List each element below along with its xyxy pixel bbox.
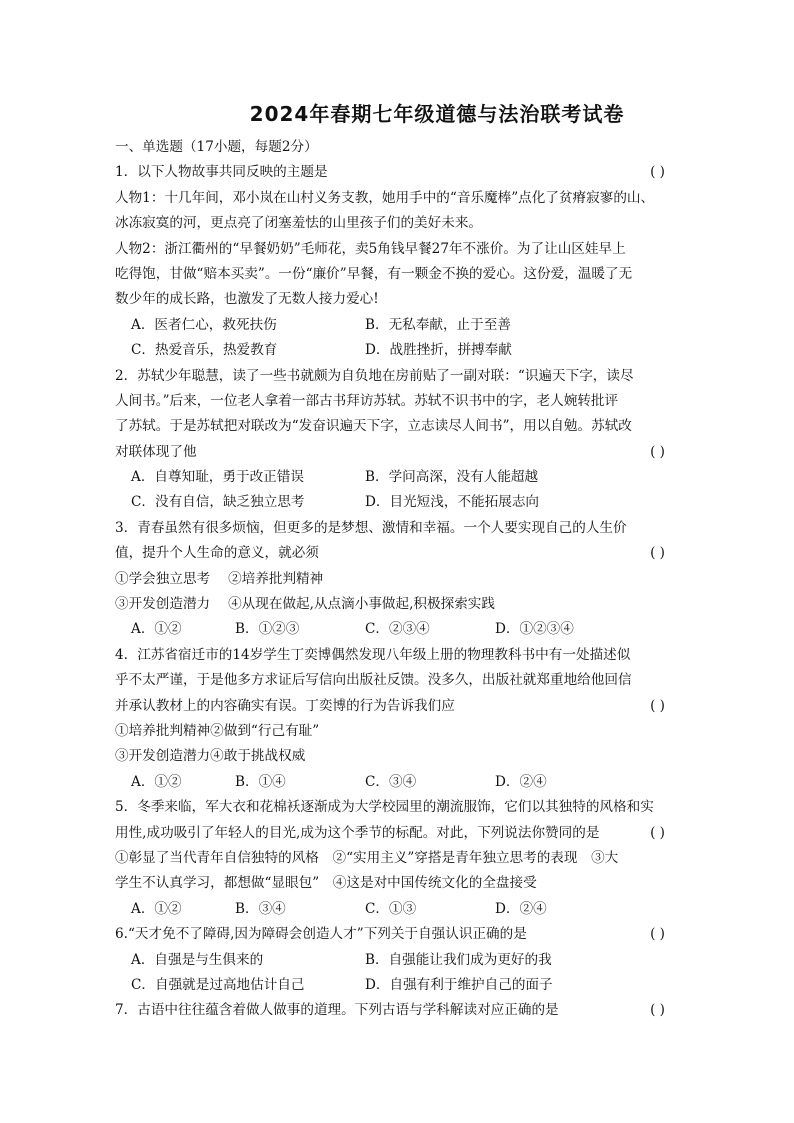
q2-options-row-1: [115, 465, 671, 490]
q2-line: 了苏轼。于是苏轼把对联改为“发奋识遍天下字，立志读尽人间书”，用以自勉。苏轼改: [115, 418, 632, 435]
q4-answer-blank: ( ): [650, 697, 665, 714]
q2-option-c: C．没有自信，缺乏独立思考: [131, 494, 305, 511]
q5-option-b: B．③④: [235, 900, 286, 917]
q7-answer-blank: ( ): [650, 1002, 665, 1019]
q1-line: 冰冻寂寞的河，更点亮了闭塞羞怯的山里孩子们的美好未来。: [115, 215, 483, 232]
q6-option-a: A．自强是与生俱来的: [131, 951, 264, 968]
q6-stem: [115, 922, 671, 947]
q1-answer-blank: ( ): [650, 164, 665, 181]
q4-option-d: D．②④: [495, 773, 547, 790]
q3-option-d: D．①②③④: [495, 621, 574, 638]
q2-last-text: 对联体现了他: [115, 443, 197, 460]
q1-line: 吃得饱，甘做“赔本买卖”。一份“廉价”早餐，有一颗金不换的爱心。这份爱，温暖了无: [115, 265, 633, 282]
q5-option-d: D．②④: [495, 900, 547, 917]
q3-answer-blank: ( ): [650, 545, 665, 562]
q7-stem: [115, 998, 671, 1023]
q2-answer-blank: ( ): [650, 443, 665, 460]
q2-options-row-2: [115, 490, 671, 515]
q3-statements-2: ③开发创造潜力 ④从现在做起,从点滴小事做起,积极探索实践: [115, 596, 495, 613]
q3-option-b: B．①②③: [235, 621, 300, 638]
section-heading: 一、单选题（17小题，每题2分）: [115, 139, 318, 155]
q1-option-d: D．战胜挫折，拼搏奉献: [365, 342, 512, 359]
q6-stem-text: 6.“天才免不了障碍,因为障碍会创造人才”下列关于自强认识正确的是: [115, 926, 527, 943]
q5-line-2: [115, 821, 671, 846]
q4-last-text: 并承认教材上的内容确实有误。丁奕博的行为告诉我们应: [115, 697, 455, 714]
q1-option-c: C．热爱音乐，热爱教育: [131, 342, 278, 359]
q4-last-line: [115, 694, 671, 719]
q6-options-row-1: [115, 948, 671, 973]
q1-line: 数少年的成长路，也激发了无数人接力爱心!: [115, 291, 379, 308]
exam-body: [115, 135, 671, 1024]
q6-answer-blank: ( ): [650, 926, 665, 943]
q1-stem-text: 1．以下人物故事共同反映的主题是: [115, 164, 328, 181]
q5-line-2-text: 用性,成功吸引了年轻人的目光,成为这个季节的标配。对此，下列说法你赞同的是: [115, 824, 600, 841]
q4-statements-1: ①培养批判精神②做到“行己有耻”: [115, 722, 320, 739]
q2-last-line: [115, 440, 671, 465]
q3-line: 3．青春虽然有很多烦恼，但更多的是梦想、激情和幸福。一个人要实现自己的人生价: [115, 519, 627, 536]
q4-line: 4．江苏省宿迁市的14岁学生丁奕博偶然发现八年级上册的物理教科书中有一处描述似: [115, 646, 631, 663]
q1-option-a: A．医者仁心，救死扶伤: [131, 316, 277, 333]
q4-option-a: A．①②: [131, 773, 182, 790]
q6-option-d: D．自强有利于维护自己的面子: [365, 976, 553, 993]
q1-line: 人物1：十几年间，邓小岚在山村义务支教，她用手中的“音乐魔棒”点化了贫瘠寂寥的山、: [115, 189, 655, 206]
q5-statements-2: 学生不认真学习，都想做“显眼包” ④这是对中国传统文化的全盘接受: [115, 875, 537, 892]
q1-line: 人物2：浙江衢州的“早餐奶奶”毛师花，卖5角钱早餐27年不涨价。为了让山区娃早上: [115, 240, 626, 257]
q4-option-c: C．③④: [365, 773, 417, 790]
q1-stem: [115, 160, 671, 185]
q5-answer-blank: ( ): [650, 824, 665, 841]
q1-options-row-2: [115, 338, 671, 363]
q7-stem-text: 7．古语中往往蕴含着做人做事的道理。下列古语与学科解读对应正确的是: [115, 1002, 559, 1019]
q3-options-row: [115, 617, 671, 642]
q5-line: 5．冬季来临，军大衣和花棉袄逐渐成为大学校园里的潮流服饰，它们以其独特的风格和实: [115, 799, 654, 816]
q2-option-d: D．目光短浅，不能拓展志向: [365, 494, 540, 511]
q4-options-row: [115, 770, 671, 795]
q3-option-a: A．①②: [131, 621, 182, 638]
q5-options-row: [115, 897, 671, 922]
q4-option-b: B．①④: [235, 773, 286, 790]
q6-options-row-2: [115, 973, 671, 998]
q6-option-c: C．自强就是过高地估计自己: [131, 976, 305, 993]
q1-option-b: B．无私奉献，止于至善: [365, 316, 511, 333]
q3-statements-1: ①学会独立思考 ②培养批判精神: [115, 570, 324, 587]
q5-statements-1: ①彰显了当代青年自信独特的风格 ②“实用主义”穿搭是青年独立思考的表现 ③大: [115, 849, 619, 866]
q3-option-c: C．②③④: [365, 621, 430, 638]
q2-option-b: B．学问高深，没有人能超越: [365, 469, 539, 486]
q2-line: 2．苏轼少年聪慧，读了一些书就颇为自负地在房前贴了一副对联：“识遍天下字，读尽: [115, 367, 634, 384]
q5-option-a: A．①②: [131, 900, 182, 917]
q3-line-2-text: 值，提升个人生命的意义，就必须: [115, 545, 319, 562]
q2-line: 人间书。”后来，一位老人拿着一部古书拜访苏轼。苏轼不识书中的字，老人婉转批评: [115, 392, 619, 409]
q6-option-b: B．自强能让我们成为更好的我: [365, 951, 552, 968]
q1-options-row-1: [115, 313, 671, 338]
exam-title: 2024年春期七年级道德与法治联考试卷: [249, 102, 625, 126]
q5-option-c: C．①③: [365, 900, 417, 917]
q2-option-a: A．自尊知耻，勇于改正错误: [131, 469, 304, 486]
q4-line: 乎不太严谨，于是他多方求证后写信向出版社反馈。没多久，出版社就郑重地给他回信: [115, 672, 632, 689]
q4-statements-2: ③开发创造潜力④敢于挑战权威: [115, 748, 306, 765]
q3-line-2: [115, 541, 671, 566]
